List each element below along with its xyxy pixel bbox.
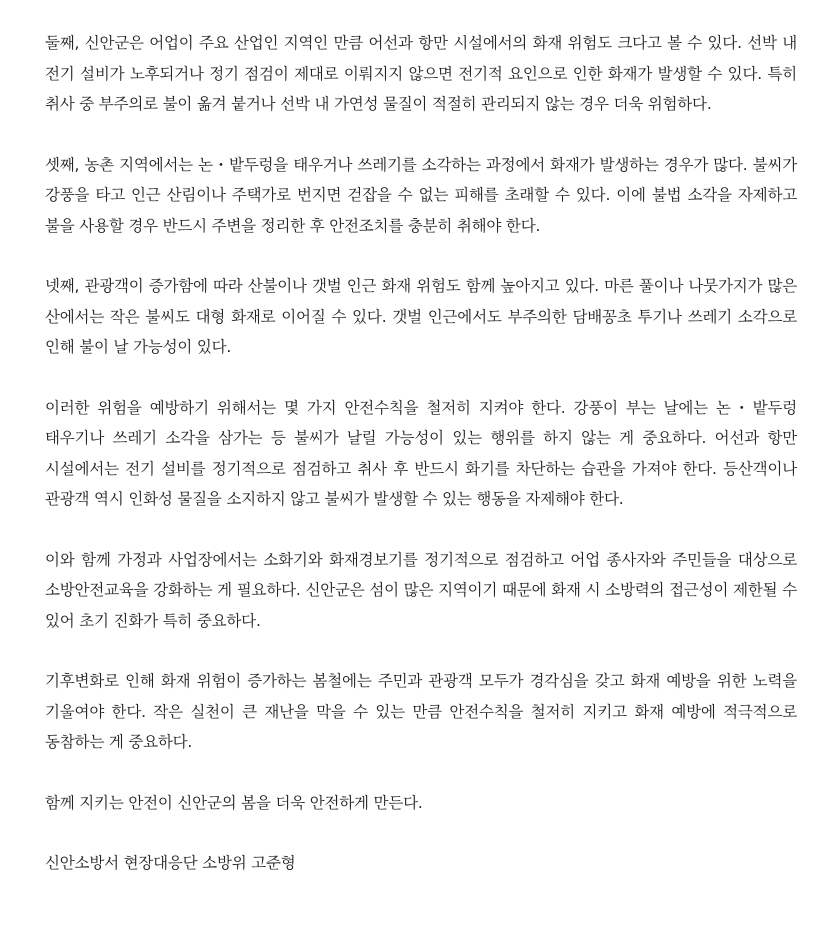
paragraph-closing: 함께 지키는 안전이 신안군의 봄을 더욱 안전하게 만든다. [45,793,423,812]
author-signature: 신안소방서 현장대응단 소방위 고준형 [45,854,296,872]
paragraph-spring-awareness: 기후변화로 인해 화재 위험이 증가하는 봄철에는 주민과 관광객 모두가 경각심을 갖고 화재 예방을 위한 노력을 기울여야 한다. 작은 실천이 큰 재난을 막을 수 있는 만큼 안전수칙을 철저히 지키고 화재 예방에 적극적으로 동참하는 게 중요하다. [45,672,797,751]
paragraph-safety-rules: 이러한 위험을 예방하기 위해서는 몇 가지 안전수칙을 철저히 지켜야 한다. 강풍이 부는 날에는 논・밭두렁 태우기나 쓰레기 소각을 삼가는 등 불씨가 날릴 가능성이 있는 행위를 하지 않는 게 중요하다. 어선과 항만 시설에서는 전기 설비를 정기적으로 점검하고 취사 후 반드시 화기를 차단하는 습관을 가져야 한다. 등산객이나 관광객 역시 인화성 물질을 소지하지 않고 불씨가 발생할 수 있는 행동을 자제해야 한다. [45,398,797,508]
paragraph-third-farm-burning: 셋째, 농촌 지역에서는 논・밭두렁을 태우거나 쓰레기를 소각하는 과정에서 화재가 발생하는 경우가 많다. 불씨가 강풍을 타고 인근 산림이나 주택가로 번지면 걷잡을 수 없는 피해를 초래할 수 있다. 이에 불법 소각을 자제하고 불을 사용할 경우 반드시 주변을 정리한 후 안전조치를 충분히 취해야 한다. [45,155,797,235]
paragraph-equipment-education: 이와 함께 가정과 사업장에서는 소화기와 화재경보기를 정기적으로 점검하고 어업 종사자와 주민들을 대상으로 소방안전교육을 강화하는 게 필요하다. 신안군은 섬이 많은 지역이기 때문에 화재 시 소방력의 접근성이 제한될 수 있어 초기 진화가 특히 중요하다. [45,550,797,630]
paragraph-fourth-tourism-risk: 넷째, 관광객이 증가함에 따라 산불이나 갯벌 인근 화재 위험도 함께 높아지고 있다. 마른 풀이나 나뭇가지가 많은 산에서는 작은 불씨도 대형 화재로 이어질 수 있다. 갯벌 인근에서도 부주의한 담배꽁초 투기나 쓰레기 소각으로 인해 불이 날 가능성이 있다. [45,277,797,356]
paragraph-second-fishing-risk: 둘째, 신안군은 어업이 주요 산업인 지역인 만큼 어선과 항만 시설에서의 화재 위험도 크다고 볼 수 있다. 선박 내 전기 설비가 노후되거나 정기 점검이 제대로 이뤄지지 않으면 전기적 요인으로 인한 화재가 발생할 수 있다. 특히 취사 중 부주의로 불이 옮겨 붙거나 선박 내 가연성 물질이 적절히 관리되지 않는 경우 더욱 위험하다. [45,34,798,113]
